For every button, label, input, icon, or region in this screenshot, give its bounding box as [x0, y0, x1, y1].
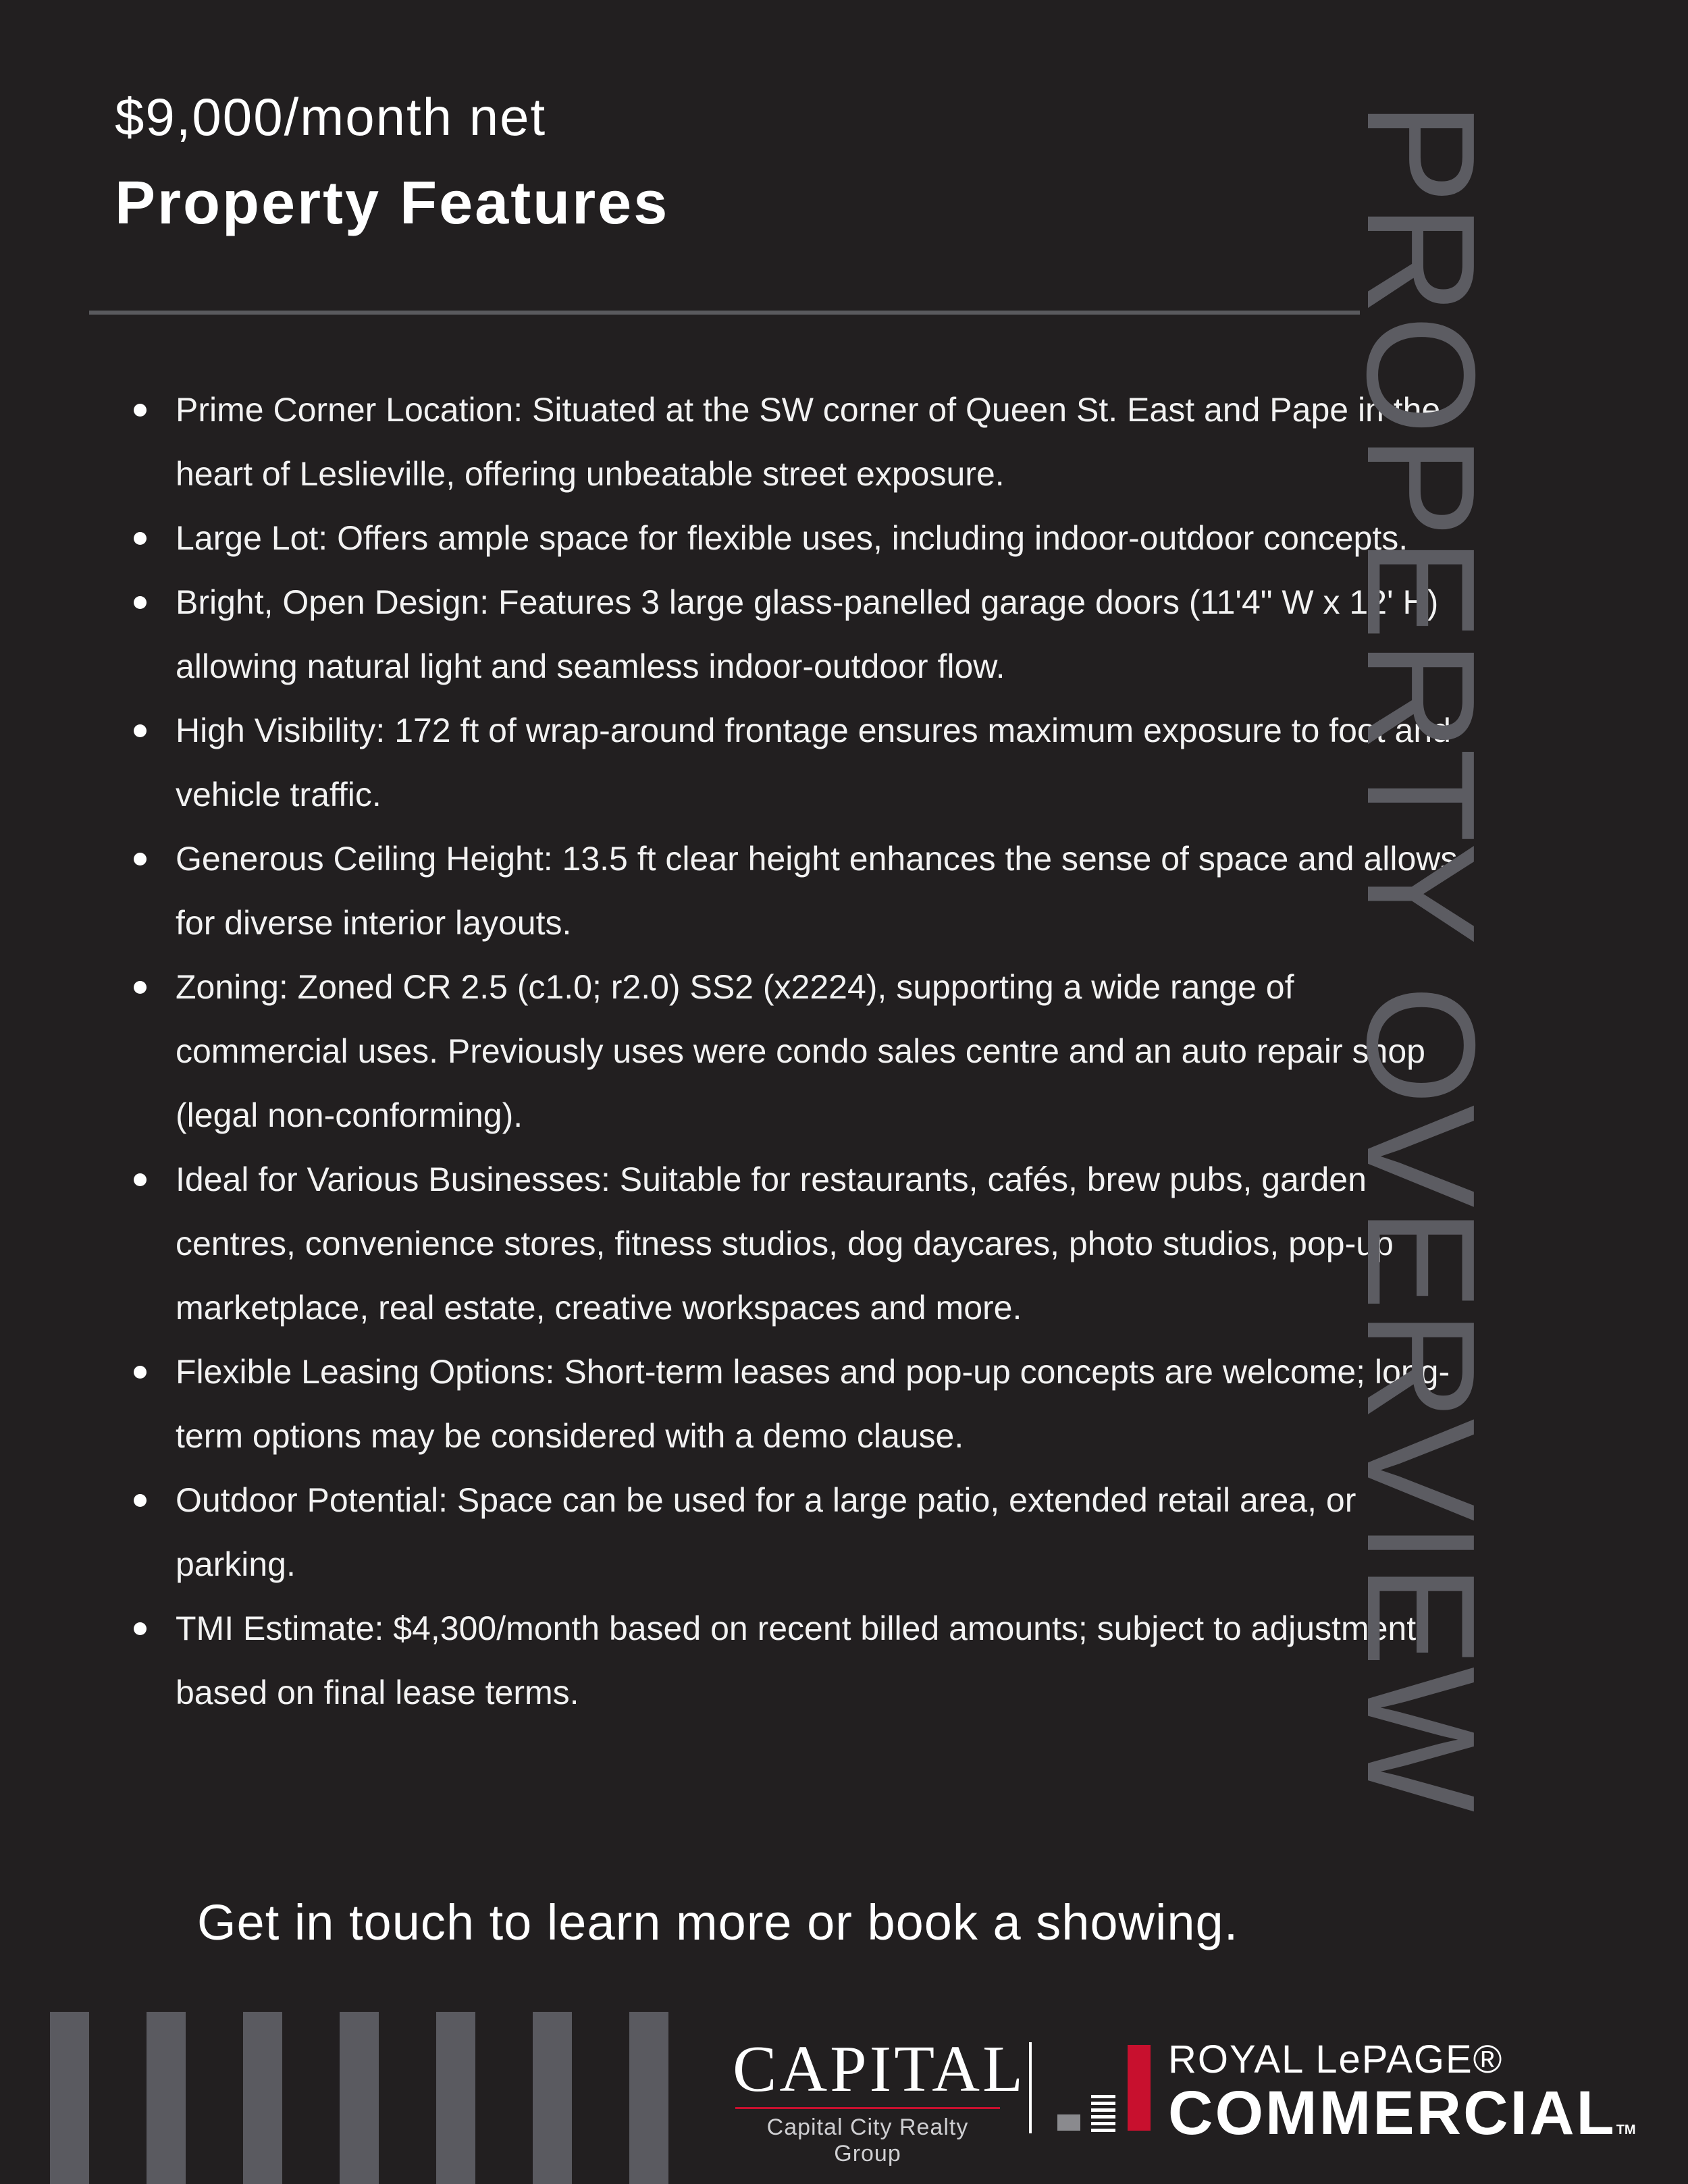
decor-stripe: [629, 2012, 668, 2184]
feature-text: Prime Corner Location: Situated at the SW corner of Queen St. East and Pape in the heart of Leslieville, offering unbeatable street exposure.: [176, 391, 1441, 493]
bullet-icon: [134, 981, 147, 994]
feature-list: [128, 378, 1458, 1725]
bullet-icon: [134, 724, 147, 737]
royal-lepage-wordmark: ROYAL LePAGE®: [1168, 2037, 1504, 2081]
decor-stripe: [147, 2012, 186, 2184]
bullet-icon: [134, 1366, 147, 1379]
feature-item: [176, 378, 1458, 506]
feature-text: Generous Ceiling Height: 13.5 ft clear height enhances the sense of space and allows for diverse interior layouts.: [176, 840, 1458, 942]
commercial-text: COMMERCIAL: [1168, 2079, 1616, 2148]
bullet-icon: [134, 404, 147, 417]
feature-item: [176, 699, 1458, 827]
bullet-icon: [134, 596, 147, 609]
feature-text: Ideal for Various Businesses: Suitable for restaurants, cafés, brew pubs, garden centres, convenience stores, fitness studios, dog daycares, photo studios, pop-up marketplace, real estate, creative workspaces and more.: [176, 1161, 1394, 1327]
decor-stripe: [436, 2012, 475, 2184]
side-label: PROPERTY OVERVIEW: [1335, 101, 1506, 1813]
feature-item: [176, 1148, 1458, 1340]
commercial-wordmark: [1168, 2081, 1636, 2162]
feature-item: [176, 827, 1458, 955]
feature-item: [176, 1597, 1458, 1725]
page-title: Property Features: [115, 169, 670, 237]
capital-logo-wordmark: CAPITAL: [733, 2033, 1026, 2106]
decor-stripe: [533, 2012, 572, 2184]
royal-lepage-mark-icon: [1057, 2042, 1152, 2133]
feature-text: Outdoor Potential: Space can be used for a large patio, extended retail area, or parking.: [176, 1481, 1356, 1583]
feature-item: [176, 570, 1458, 699]
royal-lepage-logo: [1168, 2039, 1636, 2162]
bullet-icon: [134, 853, 147, 865]
price-heading: $9,000/month net: [115, 87, 547, 147]
bullet-icon: [134, 1494, 147, 1507]
feature-item: [176, 1340, 1458, 1468]
capital-logo: [733, 2033, 1026, 2167]
feature-item: [176, 955, 1458, 1148]
decor-stripe: [50, 2012, 89, 2184]
capital-logo-subtitle: Capital City Realty Group: [766, 2114, 969, 2166]
title-divider: [89, 311, 1360, 315]
bullet-icon: [134, 1622, 147, 1635]
feature-item: [176, 1468, 1458, 1597]
bullet-icon: [134, 1173, 147, 1186]
call-to-action: Get in touch to learn more or book a showing.: [197, 1894, 1239, 1950]
feature-text: Zoning: Zoned CR 2.5 (c1.0; r2.0) SS2 (x2224), supporting a wide range of commercial uses. Previously uses were condo sales centre and an auto repair shop (legal non-conforming).: [176, 968, 1425, 1134]
capital-logo-underline: [735, 2107, 1000, 2109]
feature-text: Large Lot: Offers ample space for flexible uses, including indoor-outdoor concepts.: [176, 519, 1408, 557]
feature-text: TMI Estimate: $4,300/month based on recent billed amounts; subject to adjustment based on final lease terms.: [176, 1609, 1417, 1711]
feature-item: [176, 506, 1458, 570]
feature-text: Flexible Leasing Options: Short-term leases and pop-up concepts are welcome; long-term options may be considered with a demo clause.: [176, 1353, 1450, 1455]
decor-stripe: [340, 2012, 379, 2184]
bullet-icon: [134, 532, 147, 545]
trademark-mark: TM: [1616, 2123, 1636, 2137]
logo-divider: [1029, 2042, 1032, 2133]
decor-stripe: [243, 2012, 282, 2184]
feature-text: Bright, Open Design: Features 3 large glass-panelled garage doors (11'4" W x 12' H) allowing natural light and seamless indoor-outdoor flow.: [176, 583, 1439, 685]
feature-text: High Visibility: 172 ft of wrap-around frontage ensures maximum exposure to foot and vehicle traffic.: [176, 712, 1451, 814]
